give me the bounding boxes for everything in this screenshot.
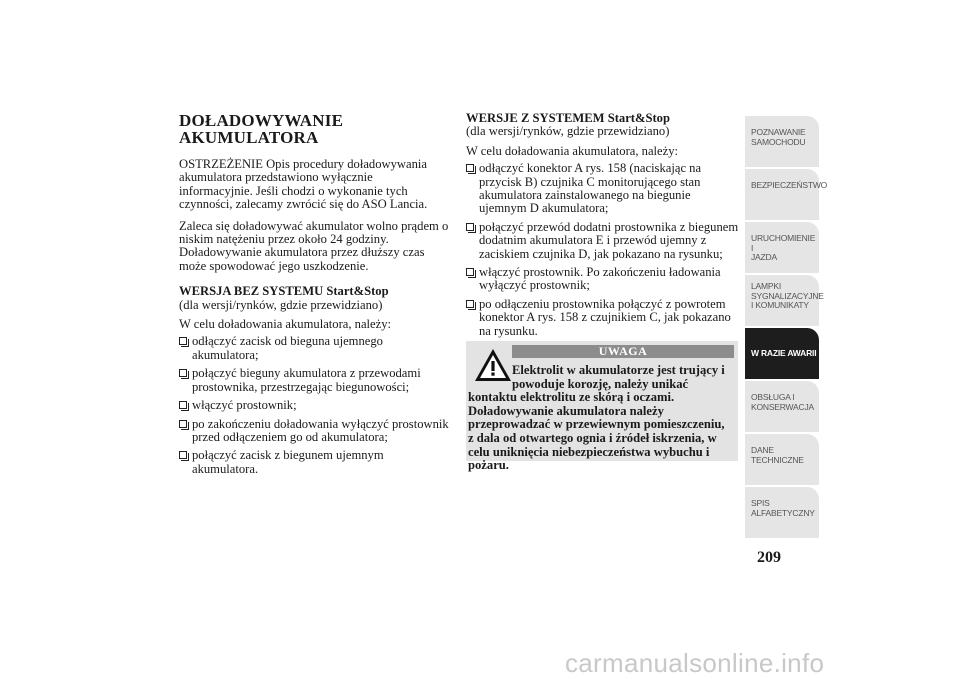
chapter-tabs — [745, 116, 828, 540]
tab-dane-techniczne[interactable]: DANE TECHNICZNE — [745, 434, 819, 485]
section-title-with-start-stop: WERSJE Z SYSTEMEM Start&Stop — [466, 111, 670, 125]
caution-paragraph: OSTRZEŻENIE Opis procedury doładowywania akumulatora przedstawiono wyłącznie informacyjnie. Jeśli chodzi o wykonanie tych czynności, zalecamy zwrócić się do ASO Lancia. — [179, 157, 428, 212]
section-note: (dla wersji/rynków, gdzie przewidziano) — [179, 297, 383, 312]
steps-list — [466, 162, 740, 338]
section-title-without-start-stop: WERSJA BEZ SYSTEMU Start&Stop — [179, 284, 389, 299]
page-title — [179, 112, 449, 146]
tab-bezpieczenstwo[interactable]: BEZPIECZEŃSTWO — [745, 169, 819, 220]
list-item: odłączyć konektor A rys. 158 (naciskając na przycisk B) czujnika C monitorującego stan akumulatora zainstalowanego na biegunie ujemnym D akumulatora; — [466, 162, 740, 216]
checkbox-bullet-icon — [466, 300, 474, 308]
tab-poznawanie-samochodu[interactable]: POZNAWANIE SAMOCHODU — [745, 116, 819, 167]
checkbox-bullet-icon — [179, 337, 187, 345]
checkbox-bullet-icon — [466, 268, 474, 276]
watermark: carmanualsonline.info — [565, 648, 825, 678]
tab-lampki-sygnalizacyjne[interactable]: LAMPKI SYGNALIZACYJNE I KOMUNIKATY — [745, 275, 819, 326]
checkbox-bullet-icon — [466, 223, 474, 231]
section-note: (dla wersji/rynków, gdzie przewidziano) — [466, 124, 670, 139]
checkbox-bullet-icon — [179, 451, 187, 459]
page-number: 209 — [757, 549, 781, 566]
warning-text-block — [468, 364, 730, 473]
title-line-2: AKUMULATORA — [179, 128, 319, 147]
list-item: połączyć bieguny akumulatora z przewodami prostownika, przestrzegając biegunowości; — [179, 367, 449, 394]
warning-heading: UWAGA — [512, 345, 734, 358]
checkbox-bullet-icon — [466, 164, 474, 172]
tab-w-razie-awarii[interactable]: W RAZIE AWARII — [745, 328, 819, 379]
warning-box — [466, 341, 738, 473]
left-column — [179, 112, 449, 481]
list-item: włączyć prostownik. Po zakończeniu ładowania wyłączyć prostownik; — [466, 266, 740, 293]
tab-uruchomienie-i-jazda[interactable]: URUCHOMIENIE I JAZDA — [745, 222, 819, 273]
checkbox-bullet-icon — [179, 369, 187, 377]
list-item: włączyć prostownik; — [179, 399, 449, 412]
charging-advice-paragraph: Zaleca się doładowywać akumulator wolno prądem o niskim natężeniu przez około 24 godziny. Doładowywanie akumulatora przez dłuższy czas może spowodować jego uszkodzenie. — [179, 218, 449, 273]
right-column — [466, 112, 740, 343]
steps-list — [179, 335, 449, 476]
instructions-intro: W celu doładowania akumulatora, należy: — [466, 143, 679, 158]
list-item: po odłączeniu prostownika połączyć z powrotem konektor A rys. 158 z czujnikiem C, jak pokazano na rysunku. — [466, 298, 740, 338]
list-item: po zakończeniu doładowania wyłączyć prostownik przed odłączeniem go od akumulatora; — [179, 418, 449, 445]
instructions-intro: W celu doładowania akumulatora, należy: — [179, 317, 392, 332]
list-item: połączyć przewód dodatni prostownika z biegunem dodatnim akumulatora E i przewód ujemny z zaciskiem czujnika D, jak pokazano na rysunku; — [466, 221, 740, 261]
tab-spis-alfabetyczny[interactable]: SPIS ALFABETYCZNY — [745, 487, 819, 538]
checkbox-bullet-icon — [179, 401, 187, 409]
tab-obsluga-i-konserwacja[interactable]: OBSŁUGA I KONSERWACJA — [745, 381, 819, 432]
list-item: połączyć zacisk z biegunem ujemnym akumulatora. — [179, 449, 449, 476]
checkbox-bullet-icon — [179, 420, 187, 428]
list-item: odłączyć zacisk od bieguna ujemnego akumulatora; — [179, 335, 449, 362]
warning-text: Elektrolit w akumulatorze jest trujący i powoduje korozję, należy unikać kontaktu elektrolitu ze skórą i oczami. Doładowywanie akumulatora należy przeprowadzać w przewiewnym pomieszczeniu, z dala od otwartego ognia i źródeł iskrzenia, w celu uniknięcia niebezpieczeństwa wybuchu i pożaru. — [468, 363, 725, 473]
title-line-1: DOŁADOWYWANIE — [179, 111, 344, 130]
